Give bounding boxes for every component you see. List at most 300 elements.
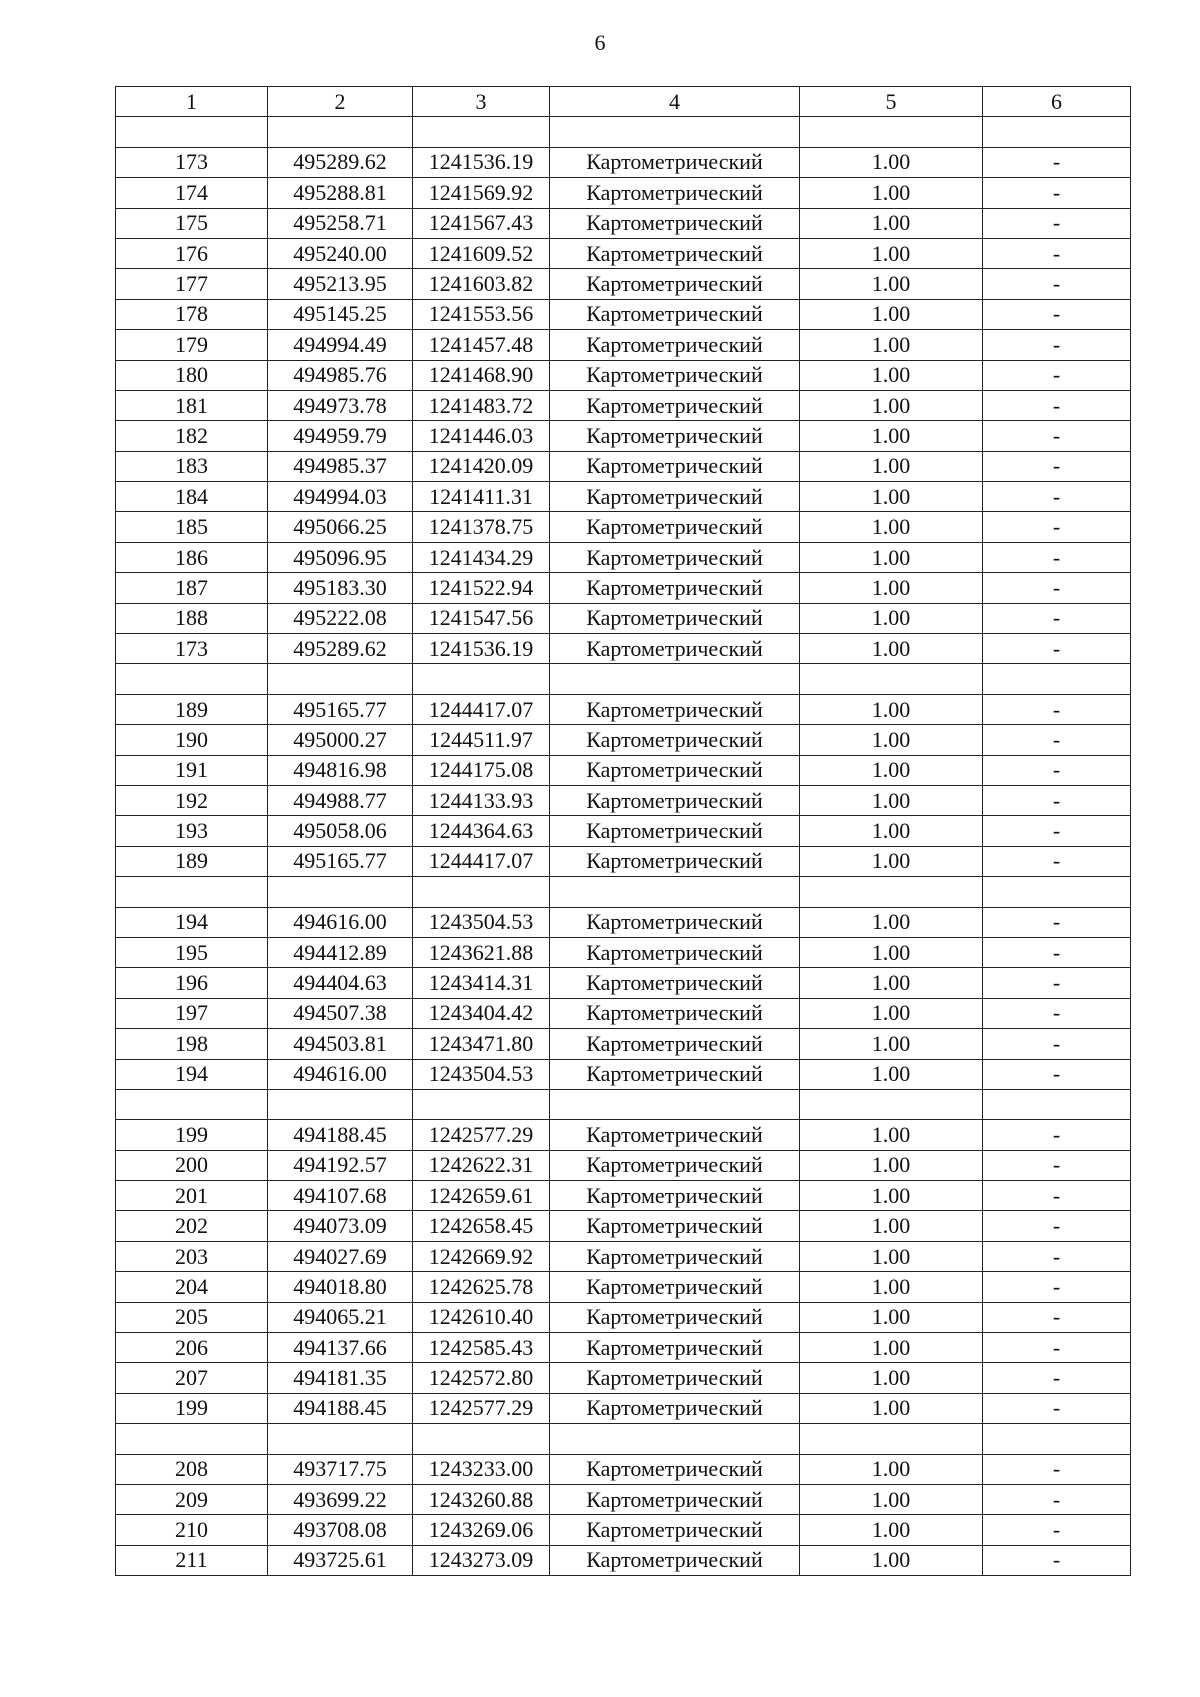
- table-cell: Картометрический: [550, 512, 800, 542]
- table-cell: 1.00: [800, 1241, 983, 1271]
- table-cell: 1.00: [800, 634, 983, 664]
- table-cell: Картометрический: [550, 968, 800, 998]
- table-cell: 200: [116, 1150, 268, 1180]
- table-cell: 494412.89: [268, 937, 413, 967]
- table-cell: 495096.95: [268, 542, 413, 572]
- table-cell: 1241420.09: [413, 451, 550, 481]
- table-cell: 1242577.29: [413, 1120, 550, 1150]
- table-cell: 1.00: [800, 1029, 983, 1059]
- table-body: [116, 117, 1131, 1576]
- table-cell: Картометрический: [550, 1181, 800, 1211]
- table-cell: 1.00: [800, 1454, 983, 1484]
- column-header: 3: [413, 87, 550, 117]
- table-cell: -: [983, 634, 1131, 664]
- table-row: [116, 330, 1131, 360]
- table-cell: -: [983, 725, 1131, 755]
- table-row: [116, 1545, 1131, 1575]
- table-row: [116, 1059, 1131, 1089]
- empty-cell: [116, 1424, 268, 1454]
- table-cell: 1244175.08: [413, 755, 550, 785]
- table-cell: 1242610.40: [413, 1302, 550, 1332]
- table-cell: 1.00: [800, 1545, 983, 1575]
- table-header-row: [116, 87, 1131, 117]
- table-cell: -: [983, 846, 1131, 876]
- table-cell: 190: [116, 725, 268, 755]
- table-cell: -: [983, 603, 1131, 633]
- table-cell: 493717.75: [268, 1454, 413, 1484]
- table-cell: 1241434.29: [413, 542, 550, 572]
- empty-cell: [800, 664, 983, 694]
- table-cell: -: [983, 1150, 1131, 1180]
- table-cell: 1.00: [800, 755, 983, 785]
- empty-cell: [550, 1424, 800, 1454]
- table-cell: Картометрический: [550, 299, 800, 329]
- table-cell: 180: [116, 360, 268, 390]
- table-row: [116, 603, 1131, 633]
- empty-cell: [268, 117, 413, 147]
- empty-cell: [116, 664, 268, 694]
- table-cell: 193: [116, 816, 268, 846]
- table-cell: -: [983, 1363, 1131, 1393]
- table-row: [116, 269, 1131, 299]
- table-cell: 494192.57: [268, 1150, 413, 1180]
- table-cell: 495165.77: [268, 694, 413, 724]
- table-row: [116, 542, 1131, 572]
- empty-cell: [983, 1424, 1131, 1454]
- empty-cell: [413, 117, 550, 147]
- table-cell: 1.00: [800, 299, 983, 329]
- table-cell: -: [983, 968, 1131, 998]
- table-row: [116, 816, 1131, 846]
- table-row: [116, 1181, 1131, 1211]
- empty-cell: [550, 117, 800, 147]
- table-cell: 494018.80: [268, 1272, 413, 1302]
- table-row: [116, 725, 1131, 755]
- table-cell: -: [983, 451, 1131, 481]
- table-cell: 208: [116, 1454, 268, 1484]
- table-cell: 1.00: [800, 573, 983, 603]
- table-cell: 176: [116, 238, 268, 268]
- table-cell: Картометрический: [550, 1515, 800, 1545]
- group-separator-row: [116, 1089, 1131, 1119]
- table-cell: 194: [116, 1059, 268, 1089]
- table-cell: -: [983, 512, 1131, 542]
- table-cell: 1.00: [800, 1484, 983, 1514]
- table-cell: Картометрический: [550, 1029, 800, 1059]
- table-cell: -: [983, 269, 1131, 299]
- table-cell: 1243260.88: [413, 1484, 550, 1514]
- table-row: [116, 968, 1131, 998]
- table-row: [116, 1120, 1131, 1150]
- empty-cell: [268, 1424, 413, 1454]
- table-cell: -: [983, 785, 1131, 815]
- table-row: [116, 1029, 1131, 1059]
- table-cell: 495289.62: [268, 147, 413, 177]
- table-cell: 1.00: [800, 178, 983, 208]
- table-cell: 1.00: [800, 1333, 983, 1363]
- table-cell: -: [983, 816, 1131, 846]
- table-cell: -: [983, 1241, 1131, 1271]
- table-cell: -: [983, 937, 1131, 967]
- table-cell: 494973.78: [268, 390, 413, 420]
- table-cell: 1.00: [800, 603, 983, 633]
- table-cell: 1.00: [800, 147, 983, 177]
- table-cell: 1.00: [800, 725, 983, 755]
- table-cell: 1244364.63: [413, 816, 550, 846]
- table-row: [116, 1333, 1131, 1363]
- table-cell: 1.00: [800, 269, 983, 299]
- table-cell: 1.00: [800, 360, 983, 390]
- table-cell: Картометрический: [550, 330, 800, 360]
- table-cell: 1241468.90: [413, 360, 550, 390]
- table-cell: 1.00: [800, 785, 983, 815]
- table-cell: 495289.62: [268, 634, 413, 664]
- table-cell: Картометрический: [550, 238, 800, 268]
- table-cell: 1241483.72: [413, 390, 550, 420]
- table-cell: Картометрический: [550, 360, 800, 390]
- table-cell: 178: [116, 299, 268, 329]
- table-cell: 494994.03: [268, 482, 413, 512]
- table-cell: 495222.08: [268, 603, 413, 633]
- table-cell: Картометрический: [550, 816, 800, 846]
- table-cell: 199: [116, 1120, 268, 1150]
- table-cell: 199: [116, 1393, 268, 1423]
- table-row: [116, 1272, 1131, 1302]
- table-cell: 1.00: [800, 816, 983, 846]
- empty-cell: [983, 877, 1131, 907]
- table-cell: 1.00: [800, 1211, 983, 1241]
- table-row: [116, 634, 1131, 664]
- table-cell: 495066.25: [268, 512, 413, 542]
- table-cell: 181: [116, 390, 268, 420]
- table-cell: 495000.27: [268, 725, 413, 755]
- table-cell: -: [983, 1029, 1131, 1059]
- table-cell: 1242622.31: [413, 1150, 550, 1180]
- table-cell: -: [983, 330, 1131, 360]
- table-row: [116, 299, 1131, 329]
- table-cell: 1.00: [800, 1272, 983, 1302]
- table-cell: 1.00: [800, 907, 983, 937]
- table-cell: Картометрический: [550, 390, 800, 420]
- table-cell: 205: [116, 1302, 268, 1332]
- table-cell: -: [983, 998, 1131, 1028]
- group-separator-row: [116, 664, 1131, 694]
- table-cell: Картометрический: [550, 178, 800, 208]
- table-cell: 1.00: [800, 1150, 983, 1180]
- table-cell: 494404.63: [268, 968, 413, 998]
- table-cell: 494188.45: [268, 1393, 413, 1423]
- table-cell: -: [983, 542, 1131, 572]
- table-row: [116, 1393, 1131, 1423]
- table-row: [116, 512, 1131, 542]
- table-cell: Картометрический: [550, 937, 800, 967]
- table-cell: 184: [116, 482, 268, 512]
- table-cell: 1241547.56: [413, 603, 550, 633]
- empty-cell: [983, 1089, 1131, 1119]
- table-row: [116, 846, 1131, 876]
- table-cell: 495165.77: [268, 846, 413, 876]
- table-cell: Картометрический: [550, 269, 800, 299]
- table-cell: 183: [116, 451, 268, 481]
- table-row: [116, 1211, 1131, 1241]
- table-cell: 1242572.80: [413, 1363, 550, 1393]
- column-header: 6: [983, 87, 1131, 117]
- table-cell: 197: [116, 998, 268, 1028]
- table-cell: 493725.61: [268, 1545, 413, 1575]
- table-cell: 1.00: [800, 1120, 983, 1150]
- table-cell: Картометрический: [550, 1545, 800, 1575]
- table-cell: Картометрический: [550, 1393, 800, 1423]
- table-cell: -: [983, 238, 1131, 268]
- table-cell: 179: [116, 330, 268, 360]
- table-cell: 495240.00: [268, 238, 413, 268]
- table-cell: 494188.45: [268, 1120, 413, 1150]
- table-cell: 494073.09: [268, 1211, 413, 1241]
- empty-cell: [800, 1089, 983, 1119]
- table-cell: 186: [116, 542, 268, 572]
- table-cell: 1.00: [800, 451, 983, 481]
- group-separator-row: [116, 1424, 1131, 1454]
- table-cell: 494181.35: [268, 1363, 413, 1393]
- table-cell: -: [983, 1454, 1131, 1484]
- table-cell: -: [983, 1059, 1131, 1089]
- table-row: [116, 238, 1131, 268]
- column-header: 4: [550, 87, 800, 117]
- table-cell: Картометрический: [550, 1241, 800, 1271]
- empty-cell: [983, 664, 1131, 694]
- table-cell: -: [983, 1181, 1131, 1211]
- table-cell: 1241553.56: [413, 299, 550, 329]
- table-cell: 494107.68: [268, 1181, 413, 1211]
- table-cell: 211: [116, 1545, 268, 1575]
- table-cell: -: [983, 1484, 1131, 1514]
- table-cell: 175: [116, 208, 268, 238]
- table-row: [116, 208, 1131, 238]
- table-cell: 495288.81: [268, 178, 413, 208]
- table-cell: 494985.76: [268, 360, 413, 390]
- table-row: [116, 907, 1131, 937]
- table-cell: Картометрический: [550, 634, 800, 664]
- table-cell: 1241603.82: [413, 269, 550, 299]
- table-cell: -: [983, 1120, 1131, 1150]
- table-row: [116, 998, 1131, 1028]
- table-cell: 1244417.07: [413, 694, 550, 724]
- table-cell: Картометрический: [550, 1150, 800, 1180]
- table-cell: 1241522.94: [413, 573, 550, 603]
- table-cell: Картометрический: [550, 451, 800, 481]
- table-cell: 494503.81: [268, 1029, 413, 1059]
- table-cell: 195: [116, 937, 268, 967]
- table-cell: 194: [116, 907, 268, 937]
- table-cell: 202: [116, 1211, 268, 1241]
- table-cell: 173: [116, 147, 268, 177]
- table-cell: -: [983, 694, 1131, 724]
- empty-cell: [413, 877, 550, 907]
- table-cell: 1.00: [800, 208, 983, 238]
- empty-cell: [983, 117, 1131, 147]
- table-cell: -: [983, 1302, 1131, 1332]
- table-cell: 1.00: [800, 330, 983, 360]
- table-cell: 1241609.52: [413, 238, 550, 268]
- table-cell: 201: [116, 1181, 268, 1211]
- table-cell: 494994.49: [268, 330, 413, 360]
- table-cell: -: [983, 421, 1131, 451]
- empty-cell: [800, 877, 983, 907]
- table-cell: 1243404.42: [413, 998, 550, 1028]
- table-cell: Картометрический: [550, 725, 800, 755]
- table-cell: 495058.06: [268, 816, 413, 846]
- group-separator-row: [116, 117, 1131, 147]
- table-cell: 1.00: [800, 421, 983, 451]
- table-cell: 196: [116, 968, 268, 998]
- table-cell: 1242659.61: [413, 1181, 550, 1211]
- table-cell: 1.00: [800, 1393, 983, 1423]
- column-header: 2: [268, 87, 413, 117]
- table-cell: -: [983, 147, 1131, 177]
- table-row: [116, 1363, 1131, 1393]
- table-cell: 494985.37: [268, 451, 413, 481]
- table-row: [116, 755, 1131, 785]
- table-cell: 1243504.53: [413, 907, 550, 937]
- table-cell: -: [983, 390, 1131, 420]
- table-cell: Картометрический: [550, 421, 800, 451]
- table-row: [116, 1150, 1131, 1180]
- table-cell: 1241411.31: [413, 482, 550, 512]
- table-cell: 1242669.92: [413, 1241, 550, 1271]
- table-row: [116, 785, 1131, 815]
- table-cell: Картометрический: [550, 1363, 800, 1393]
- table-cell: 494959.79: [268, 421, 413, 451]
- column-header: 5: [800, 87, 983, 117]
- table-cell: 1241567.43: [413, 208, 550, 238]
- table-cell: Картометрический: [550, 1120, 800, 1150]
- empty-cell: [800, 1424, 983, 1454]
- table-cell: 189: [116, 846, 268, 876]
- empty-cell: [413, 1424, 550, 1454]
- table-cell: 198: [116, 1029, 268, 1059]
- table-cell: 495145.25: [268, 299, 413, 329]
- table-cell: 1244417.07: [413, 846, 550, 876]
- table-row: [116, 482, 1131, 512]
- table-cell: -: [983, 360, 1131, 390]
- table-cell: 1242625.78: [413, 1272, 550, 1302]
- table-cell: 173: [116, 634, 268, 664]
- table-cell: -: [983, 208, 1131, 238]
- table-cell: 1.00: [800, 482, 983, 512]
- table-cell: 495183.30: [268, 573, 413, 603]
- group-separator-row: [116, 877, 1131, 907]
- table-cell: Картометрический: [550, 1454, 800, 1484]
- table-cell: 1241446.03: [413, 421, 550, 451]
- table-cell: 495213.95: [268, 269, 413, 299]
- table-cell: Картометрический: [550, 1272, 800, 1302]
- table-cell: 204: [116, 1272, 268, 1302]
- table-cell: -: [983, 573, 1131, 603]
- table-cell: -: [983, 1393, 1131, 1423]
- table-cell: 1243621.88: [413, 937, 550, 967]
- table-cell: Картометрический: [550, 1484, 800, 1514]
- page-number: 6: [594, 30, 606, 55]
- table-cell: Картометрический: [550, 907, 800, 937]
- table-cell: 494137.66: [268, 1333, 413, 1363]
- table-cell: 1241457.48: [413, 330, 550, 360]
- table-cell: Картометрический: [550, 573, 800, 603]
- table-cell: 1242658.45: [413, 1211, 550, 1241]
- table-row: [116, 360, 1131, 390]
- empty-cell: [268, 877, 413, 907]
- table-cell: Картометрический: [550, 147, 800, 177]
- table-cell: Картометрический: [550, 694, 800, 724]
- table-cell: -: [983, 1211, 1131, 1241]
- table-row: [116, 1484, 1131, 1514]
- table-cell: Картометрический: [550, 542, 800, 572]
- table-row: [116, 451, 1131, 481]
- coordinates-table: [115, 86, 1131, 1576]
- table-row: [116, 1454, 1131, 1484]
- table-cell: 187: [116, 573, 268, 603]
- table-row: [116, 147, 1131, 177]
- table-cell: 494065.21: [268, 1302, 413, 1332]
- table-cell: 494988.77: [268, 785, 413, 815]
- table-cell: 1241378.75: [413, 512, 550, 542]
- table-cell: 1.00: [800, 1059, 983, 1089]
- table-cell: Картометрический: [550, 1333, 800, 1363]
- table-cell: 1.00: [800, 998, 983, 1028]
- table-cell: 207: [116, 1363, 268, 1393]
- table-cell: 493708.08: [268, 1515, 413, 1545]
- empty-cell: [550, 664, 800, 694]
- table-cell: 1.00: [800, 512, 983, 542]
- table-cell: 206: [116, 1333, 268, 1363]
- table-cell: 1243471.80: [413, 1029, 550, 1059]
- table-cell: 182: [116, 421, 268, 451]
- table-cell: Картометрический: [550, 482, 800, 512]
- table-cell: 1243273.09: [413, 1545, 550, 1575]
- table-row: [116, 573, 1131, 603]
- table-row: [116, 421, 1131, 451]
- empty-cell: [413, 664, 550, 694]
- table-cell: 494616.00: [268, 907, 413, 937]
- table-cell: 1242577.29: [413, 1393, 550, 1423]
- table-cell: Картометрический: [550, 998, 800, 1028]
- table-cell: 1241536.19: [413, 147, 550, 177]
- table-cell: Картометрический: [550, 1302, 800, 1332]
- table-cell: 177: [116, 269, 268, 299]
- empty-cell: [268, 664, 413, 694]
- table-cell: 494507.38: [268, 998, 413, 1028]
- empty-cell: [116, 877, 268, 907]
- table-cell: 1.00: [800, 694, 983, 724]
- table-cell: 203: [116, 1241, 268, 1271]
- table-cell: 495258.71: [268, 208, 413, 238]
- table-cell: 1.00: [800, 542, 983, 572]
- table-cell: 1243414.31: [413, 968, 550, 998]
- table-cell: 1.00: [800, 1515, 983, 1545]
- table-cell: Картометрический: [550, 603, 800, 633]
- table-cell: 1242585.43: [413, 1333, 550, 1363]
- table-cell: -: [983, 1333, 1131, 1363]
- table-cell: 494616.00: [268, 1059, 413, 1089]
- table-cell: 210: [116, 1515, 268, 1545]
- table-row: [116, 1241, 1131, 1271]
- table-cell: Картометрический: [550, 846, 800, 876]
- table-cell: 1243233.00: [413, 1454, 550, 1484]
- table-cell: Картометрический: [550, 1211, 800, 1241]
- table-row: [116, 1515, 1131, 1545]
- table-cell: 188: [116, 603, 268, 633]
- table-cell: Картометрический: [550, 208, 800, 238]
- table-cell: -: [983, 1515, 1131, 1545]
